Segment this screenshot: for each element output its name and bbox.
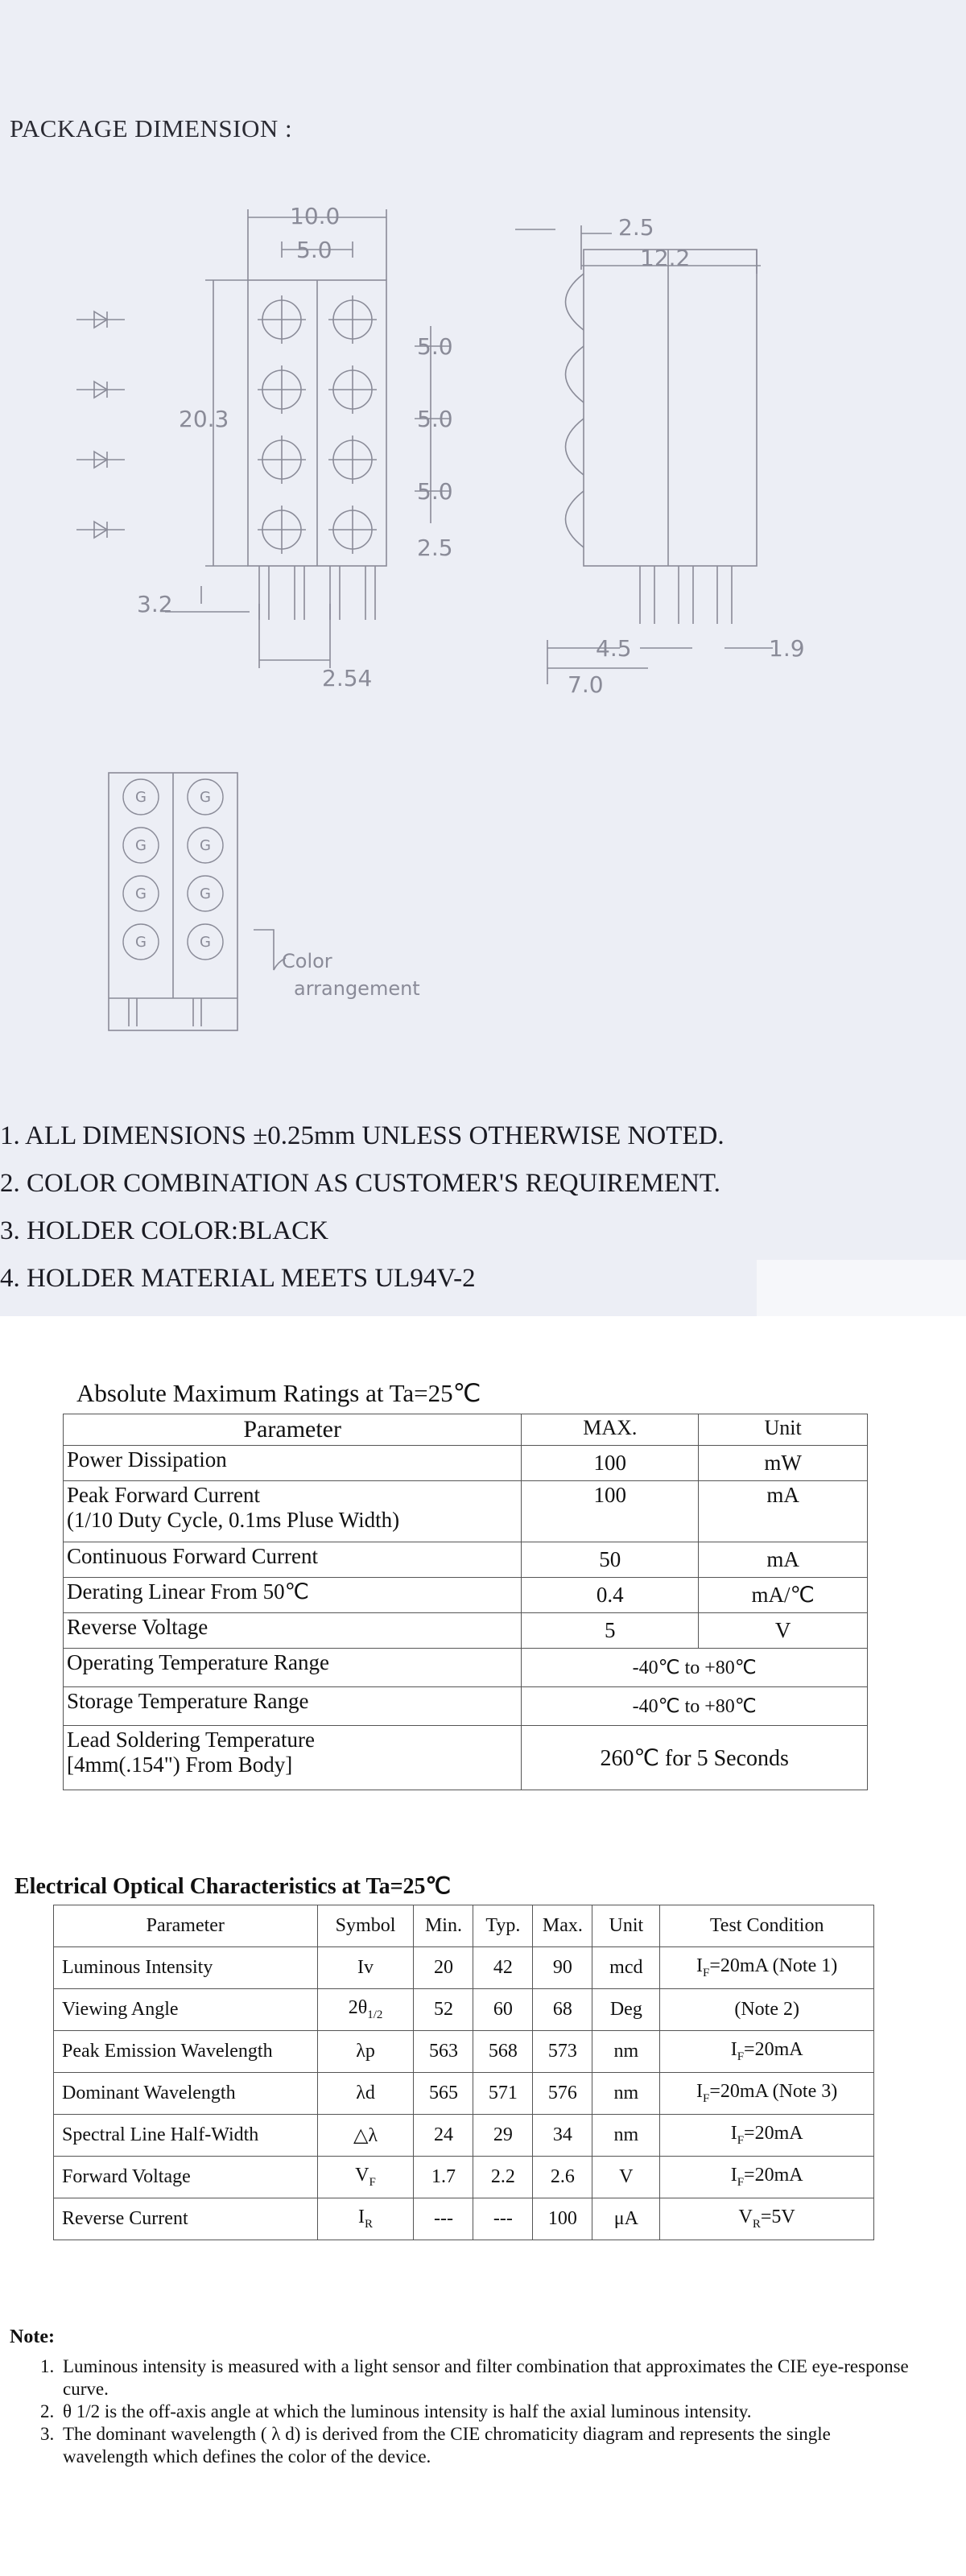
unit-cell: μA (592, 2198, 660, 2240)
symbol-cell (317, 2157, 414, 2198)
symbol-cell (317, 2198, 414, 2240)
param-cell: Operating Temperature Range (64, 1649, 522, 1687)
dim-5-0-b: 5.0 (417, 406, 453, 432)
dim-5-0: 5.0 (296, 237, 332, 263)
param-cell: Continuous Forward Current (64, 1542, 522, 1578)
param-cell (64, 1726, 522, 1790)
param-cell: Reverse Current (54, 2198, 318, 2240)
cond-post: =5V (760, 2207, 795, 2228)
cond-sub: R (752, 2217, 761, 2231)
condition-cell (660, 1989, 874, 2031)
param-cell: Storage Temperature Range (64, 1687, 522, 1726)
unit-cell: mW (699, 1446, 868, 1481)
dim-10-0: 10.0 (290, 203, 341, 229)
table-header-row (64, 1414, 868, 1446)
dim-5-0-a: 5.0 (417, 333, 453, 360)
header-cell: Parameter (54, 1905, 318, 1947)
param-subtext: [4mm(.154") From Body] (67, 1752, 293, 1777)
symbol-text: V (355, 2165, 369, 2186)
condition-cell (660, 2198, 874, 2240)
header-cell: Unit (592, 1905, 660, 1947)
max-cell: 50 (522, 1542, 699, 1578)
electrical-optical-table (53, 1905, 874, 2240)
side-dim-4-5: 4.5 (596, 635, 632, 662)
condition-cell (660, 2115, 874, 2157)
condition-cell (660, 2157, 874, 2198)
dimension-notes (0, 1113, 724, 1302)
header-cell: Test Condition (660, 1905, 874, 1947)
param-text: Lead Soldering Temperature (67, 1728, 315, 1752)
dim-20-3: 20.3 (179, 406, 229, 432)
table-row (54, 2031, 874, 2073)
header-cell: Parameter (64, 1414, 522, 1446)
cond-sub: F (737, 2133, 745, 2147)
side-view-body (584, 250, 757, 566)
param-cell: Spectral Line Half-Width (54, 2115, 318, 2157)
max-cell: 2.6 (533, 2157, 592, 2198)
unit-cell: Deg (592, 1989, 660, 2031)
range-cell: -40℃ to +80℃ (522, 1687, 868, 1726)
header-cell: Typ. (473, 1905, 533, 1947)
cond-text: I (696, 1955, 704, 1977)
led-letter: G (200, 789, 211, 806)
arrangement-label: arrangement (294, 977, 420, 1000)
param-cell: Reverse Voltage (64, 1613, 522, 1649)
header-cell: Symbol (317, 1905, 414, 1947)
scan-edge (757, 1260, 966, 1316)
typ-cell: 42 (473, 1947, 533, 1989)
param-cell: Dominant Wavelength (54, 2073, 318, 2115)
table-row (54, 1947, 874, 1989)
cond-text: I (730, 2165, 737, 2186)
note-list (40, 2355, 910, 2468)
note-number: 1. (40, 2356, 55, 2376)
note-number: 2. (40, 2401, 55, 2421)
cond-text: I (730, 2123, 737, 2145)
led-letter: G (200, 886, 211, 902)
cond-text: I (730, 2039, 737, 2061)
symbol-cell: λd (317, 2073, 414, 2115)
led-letter: G (135, 789, 147, 806)
cond-post: =20mA (744, 2039, 803, 2061)
param-cell: Power Dissipation (64, 1446, 522, 1481)
unit-cell: mA (699, 1481, 868, 1542)
side-dim-2-5: 2.5 (618, 214, 654, 241)
table-row (64, 1726, 868, 1790)
max-cell: 90 (533, 1947, 592, 1989)
cond-text: V (738, 2207, 753, 2228)
table-row (54, 2157, 874, 2198)
min-cell: 24 (414, 2115, 473, 2157)
symbol-sub: 1/2 (367, 2008, 383, 2021)
led-letter: G (135, 886, 147, 902)
note-heading: Note: (10, 2326, 55, 2347)
typ-cell: 571 (473, 2073, 533, 2115)
package-drawing (0, 185, 966, 1046)
note-item: 4. HOLDER MATERIAL MEETS UL94V-2 (0, 1264, 476, 1293)
side-dim-1-9: 1.9 (769, 635, 805, 662)
unit-cell: mA (699, 1542, 868, 1578)
note-item: 2. COLOR COMBINATION AS CUSTOMER'S REQUIREMENT. (0, 1169, 720, 1198)
dim-3-2: 3.2 (137, 591, 173, 617)
table-row (64, 1613, 868, 1649)
condition-cell (660, 2031, 874, 2073)
cond-post: =20mA (744, 2165, 803, 2186)
table-row (54, 2115, 874, 2157)
typ-cell: --- (473, 2198, 533, 2240)
symbol-text: 2θ (348, 1997, 368, 2019)
symbol-cell (317, 1989, 414, 2031)
diode-symbols (76, 312, 125, 538)
eoc-title: Electrical Optical Characteristics at Ta=25℃ (14, 1874, 451, 1899)
note-item (40, 2401, 910, 2423)
param-cell: Peak Emission Wavelength (54, 2031, 318, 2073)
max-cell: 573 (533, 2031, 592, 2073)
unit-cell: V (592, 2157, 660, 2198)
symbol-cell: Iv (317, 1947, 414, 1989)
absolute-max-ratings-table (63, 1414, 868, 1790)
symbol-text: I (358, 2207, 365, 2228)
cond-post: =20mA (Note 1) (709, 1955, 838, 1977)
symbol-sub: F (369, 2175, 376, 2189)
header-cell: Max. (533, 1905, 592, 1947)
note-text: Luminous intensity is measured with a light sensor and filter combination that approximates the CIE eye-response curve. (63, 2356, 909, 2399)
cond-sub: F (703, 2091, 710, 2105)
cond-text: (Note 2) (734, 1999, 799, 2020)
table-row (54, 1989, 874, 2031)
package-dimension-title: PACKAGE DIMENSION : (10, 114, 293, 142)
header-cell: Min. (414, 1905, 473, 1947)
param-subtext: (1/10 Duty Cycle, 0.1ms Pluse Width) (67, 1508, 400, 1532)
cond-text: I (696, 2081, 704, 2103)
color-label: Color (282, 950, 332, 972)
min-cell: --- (414, 2198, 473, 2240)
side-dim-12-2: 12.2 (640, 245, 691, 271)
range-cell: 260℃ for 5 Seconds (522, 1726, 868, 1790)
table-row (64, 1481, 868, 1542)
unit-cell: mA/℃ (699, 1578, 868, 1613)
max-cell: 34 (533, 2115, 592, 2157)
note-number: 3. (40, 2424, 55, 2444)
led-letter: G (200, 837, 211, 854)
param-cell: Forward Voltage (54, 2157, 318, 2198)
unit-cell: mcd (592, 1947, 660, 1989)
led-letter: G (135, 837, 147, 854)
param-cell (64, 1481, 522, 1542)
table-row (64, 1687, 868, 1726)
led-letter: G (135, 934, 147, 951)
symbol-cell: △λ (317, 2115, 414, 2157)
table-row (64, 1649, 868, 1687)
cond-post: =20mA (Note 3) (709, 2081, 838, 2103)
table-row (64, 1578, 868, 1613)
note-text: The dominant wavelength ( λ d) is derived from the CIE chromaticity diagram and represents the single wavelength which defines the color of the device. (63, 2424, 831, 2467)
symbol-sub: R (365, 2217, 374, 2231)
min-cell: 1.7 (414, 2157, 473, 2198)
condition-cell (660, 1947, 874, 1989)
unit-cell: nm (592, 2031, 660, 2073)
note-item (40, 2423, 910, 2468)
table-row (54, 2073, 874, 2115)
table-header-row (54, 1905, 874, 1947)
max-cell: 0.4 (522, 1578, 699, 1613)
note-text: θ 1/2 is the off-axis angle at which the luminous intensity is half the axial luminous intensity. (63, 2401, 752, 2421)
typ-cell: 60 (473, 1989, 533, 2031)
table-row (54, 2198, 874, 2240)
range-cell: -40℃ to +80℃ (522, 1649, 868, 1687)
max-cell: 100 (522, 1446, 699, 1481)
param-text: Peak Forward Current (67, 1483, 260, 1507)
max-cell: 100 (533, 2198, 592, 2240)
note-item: 3. HOLDER COLOR:BLACK (0, 1216, 328, 1245)
table-row (64, 1542, 868, 1578)
dim-5-0-c: 5.0 (417, 478, 453, 505)
cond-post: =20mA (744, 2123, 803, 2145)
header-cell: MAX. (522, 1414, 699, 1446)
param-cell: Luminous Intensity (54, 1947, 318, 1989)
amr-title: Absolute Maximum Ratings at Ta=25℃ (76, 1379, 481, 1407)
header-cell: Unit (699, 1414, 868, 1446)
min-cell: 563 (414, 2031, 473, 2073)
dim-2-5: 2.5 (417, 535, 453, 561)
typ-cell: 568 (473, 2031, 533, 2073)
typ-cell: 2.2 (473, 2157, 533, 2198)
led-letter: G (200, 934, 211, 951)
dim-2-54: 2.54 (322, 665, 373, 691)
max-cell: 5 (522, 1613, 699, 1649)
min-cell: 565 (414, 2073, 473, 2115)
cond-sub: F (703, 1966, 710, 1979)
max-cell: 100 (522, 1481, 699, 1542)
table-row (64, 1446, 868, 1481)
unit-cell: V (699, 1613, 868, 1649)
param-cell: Derating Linear From 50℃ (64, 1578, 522, 1613)
side-dim-7-0: 7.0 (568, 671, 604, 698)
cond-sub: F (737, 2175, 745, 2189)
note-item: 1. ALL DIMENSIONS ±0.25mm UNLESS OTHERWISE NOTED. (0, 1121, 724, 1150)
min-cell: 52 (414, 1989, 473, 2031)
cond-sub: F (737, 2050, 745, 2063)
typ-cell: 29 (473, 2115, 533, 2157)
min-cell: 20 (414, 1947, 473, 1989)
max-cell: 576 (533, 2073, 592, 2115)
max-cell: 68 (533, 1989, 592, 2031)
note-item (40, 2355, 910, 2401)
symbol-cell: λp (317, 2031, 414, 2073)
unit-cell: nm (592, 2073, 660, 2115)
condition-cell (660, 2073, 874, 2115)
param-cell: Viewing Angle (54, 1989, 318, 2031)
unit-cell: nm (592, 2115, 660, 2157)
